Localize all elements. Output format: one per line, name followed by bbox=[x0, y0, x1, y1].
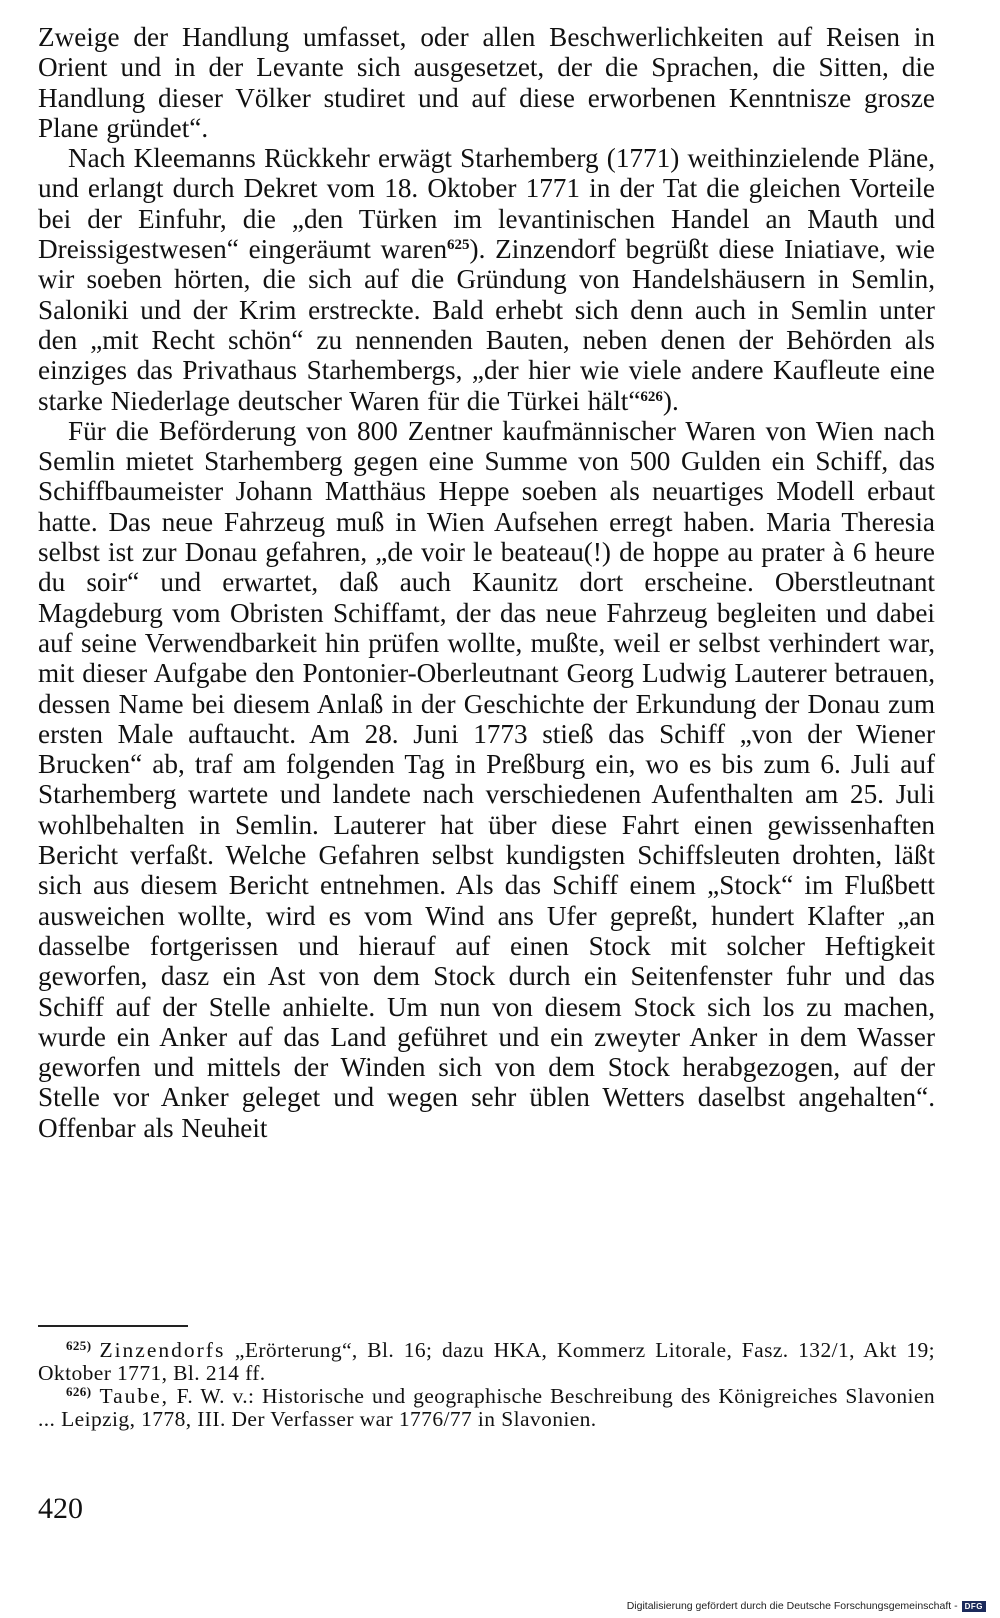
footnote-divider bbox=[38, 1325, 188, 1327]
footnote-author: Zinzendorfs bbox=[99, 1338, 226, 1362]
footnote-author: Taube, bbox=[99, 1384, 170, 1408]
footnote-number: 625) bbox=[66, 1338, 92, 1353]
footnote-text: „Erörterung“, Bl. 16; dazu HKA, Kommerz Litorale, Fasz. 132/1, Akt 19; Oktober 1771, Bl. 214 ff. bbox=[38, 1338, 935, 1385]
paragraph-2-part-c: ). bbox=[662, 385, 679, 416]
dfg-logo-icon: DFG bbox=[962, 1601, 986, 1612]
footnote-text: F. W. v.: Historische und geographische Beschreibung des Königreiches Slavonien ... Leipzig, 1778, III. Der Verfasser war 1776/77 in Slavonien. bbox=[38, 1384, 935, 1431]
footnote-ref-626[interactable]: 626 bbox=[640, 388, 663, 405]
digitization-credit bbox=[627, 1600, 986, 1612]
credit-text: Digitalisierung gefördert durch die Deutsche Forschungsgemeinschaft - bbox=[626, 1600, 958, 1612]
footnote-ref-625[interactable]: 625 bbox=[447, 237, 470, 254]
footnote-625 bbox=[38, 1339, 935, 1385]
paragraph-1: Zweige der Handlung umfasset, oder allen Beschwerlichkeiten auf Reisen in Orient und in der Levante sich ausgesetzet, der die Sprachen, die Sitten, die Handlung dieser Völker studiret und auf diese erworbenen Kenntnisze grosze Plane gründet“. bbox=[38, 22, 935, 143]
main-text bbox=[38, 22, 935, 1143]
paragraph-2-part-a: Nach Kleemanns Rückkehr erwägt Starhemberg (1771) weithinzielende Pläne, und erlangt durch Dekret vom 18. Oktober 1771 in der Tat die gleichen Vorteile bei der Einfuhr, die „den Türken im levantinischen Handel an Mauth und Dreissigestwesen“ eingeräumt waren bbox=[38, 143, 935, 265]
footnote-626 bbox=[38, 1385, 935, 1431]
page-number: 420 bbox=[38, 1492, 83, 1525]
paragraph-2-part-b: ). Zinzendorf begrüßt diese Iniatiave, wie wir soeben hörten, die sich auf die Gründung von Handelshäusern in Semlin, Saloniki und der Krim erstreckte. Bald erhebt sich denn auch in Semlin unter den „mit Recht schön“ zu nennenden Bauten, neben denen der Behörden als einziges das Privathaus Starhembergs, „der hier wie viele andere Kaufleute eine starke Niederlage deutscher Waren für die Türkei hält“ bbox=[38, 234, 935, 416]
footnote-number: 626) bbox=[66, 1384, 92, 1399]
paragraph-2 bbox=[38, 143, 935, 416]
footnotes bbox=[38, 1339, 935, 1431]
paragraph-3: Für die Beförderung von 800 Zentner kaufmännischer Waren von Wien nach Semlin mietet Starhemberg gegen eine Summe von 500 Gulden ein Schiff, das Schiffbaumeister Johann Matthäus Heppe soeben als neuartiges Modell erbaut hatte. Das neue Fahrzeug muß in Wien Aufsehen erregt haben. Maria Theresia selbst ist zur Donau gefahren, „de voir le beateau(!) de hoppe au prater à 6 heure du soir“ und erwartet, daß auch Kaunitz dort erscheine. Oberstleutnant Magdeburg vom Obristen Schiffamt, der das neue Fahrzeug begleiten und dabei auf seine Verwendbarkeit hin prüfen wollte, mußte, weil er selbst verhindert war, mit dieser Aufgabe den Pontonier-Oberleutnant Georg Ludwig Lauterer betrauen, dessen Name bei diesem Anlaß in der Geschichte der Erkundung der Donau zum ersten Male auftaucht. Am 28. Juni 1773 stieß das Schiff „von der Wiener Brucken“ ab, traf am folgenden Tag in Preßburg ein, wo es bis zum 6. Juli auf Starhemberg wartete und landete nach verschiedenen Aufenthalten am 25. Juli wohlbehalten in Semlin. Lauterer hat über diese Fahrt einen gewissenhaften Bericht verfaßt. Welche Gefahren selbst kundigsten Schiffsleuten drohten, läßt sich aus diesem Bericht entnehmen. Als das Schiff einem „Stock“ im Flußbett ausweichen wollte, wird es vom Wind ans Ufer gepreßt, hundert Klafter „an dasselbe fortgerissen und hierauf auf einen Stock mit solcher Heftigkeit geworfen, dasz ein Ast von dem Stock durch ein Seitenfenster fuhr und das Schiff auf der Stelle anhielte. Um nun von diesem Stock sich los zu machen, wurde ein Anker auf das Land geführet und ein zweyter Anker in dem Wasser geworfen und mittels der Winden sich von dem Stock herabgezogen, auf der Stelle vor Anker geleget und wegen sehr üblen Wetters daselbst angehalten“. Offenbar als Neuheit bbox=[38, 415, 935, 1143]
